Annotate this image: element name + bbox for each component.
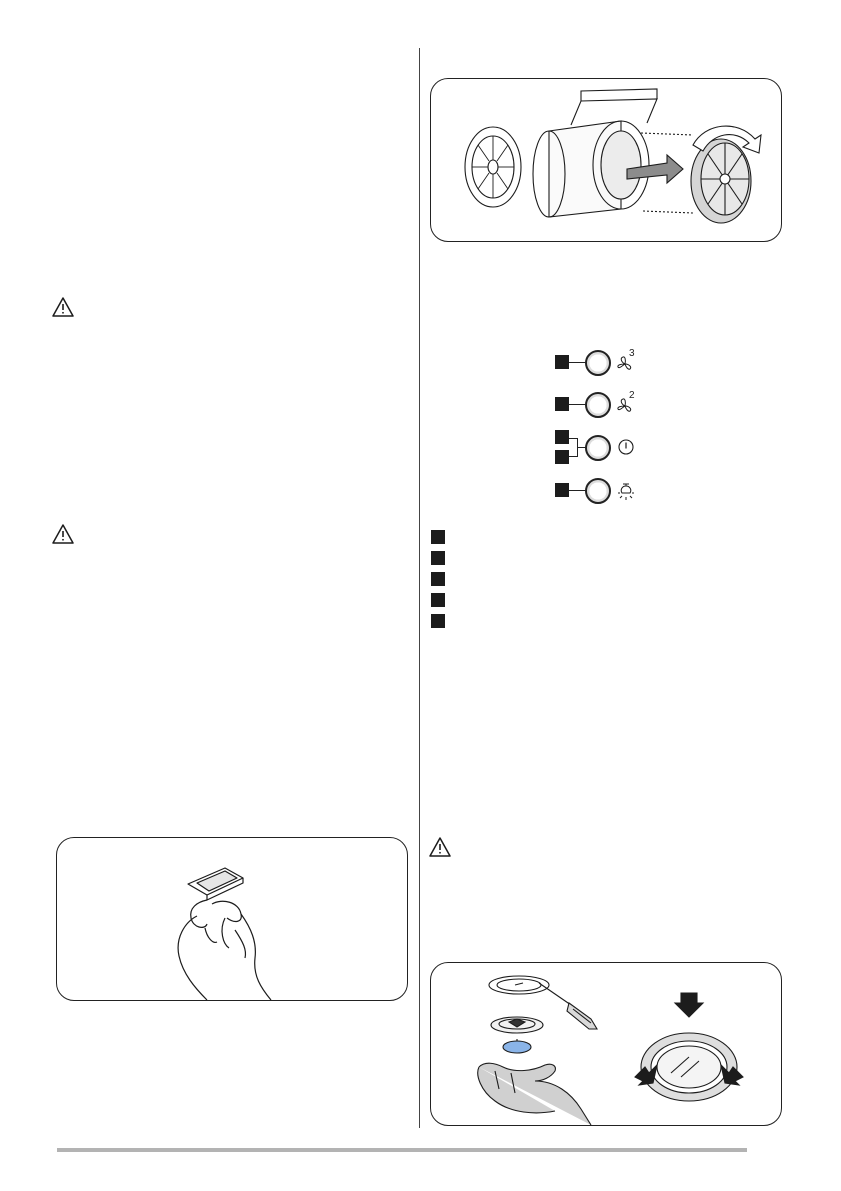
callout-leader <box>569 456 577 457</box>
power-button[interactable] <box>585 435 611 461</box>
legend-marker-1 <box>431 530 445 544</box>
warning-triangle-icon <box>429 837 451 857</box>
light-button[interactable] <box>585 478 611 504</box>
callout-leader <box>569 438 577 439</box>
callout-leader <box>569 362 586 363</box>
footer-rule <box>57 1148 747 1152</box>
lamp-replacement-figure-panel <box>430 962 782 1126</box>
callout-marker-5 <box>555 483 569 497</box>
fan-speed-2-icon <box>617 394 639 414</box>
hand-holding-filter-illustration <box>57 838 407 1000</box>
fan-speed-3-superscript: 3 <box>629 348 635 359</box>
legend-marker-5 <box>431 614 445 628</box>
warning-triangle-icon <box>52 297 74 317</box>
lamp-replacement-illustration <box>431 963 781 1125</box>
charcoal-filter-figure-panel <box>430 78 782 242</box>
fan-speed-3-button[interactable] <box>585 350 611 376</box>
warning-triangle-icon <box>52 524 74 544</box>
callout-leader <box>569 490 586 491</box>
callout-marker-4 <box>555 450 569 464</box>
fan-speed-2-superscript: 2 <box>629 390 635 401</box>
callout-marker-2 <box>555 397 569 411</box>
column-divider <box>419 48 420 1128</box>
callout-marker-3 <box>555 430 569 444</box>
legend-marker-4 <box>431 593 445 607</box>
callout-marker-1 <box>555 355 569 369</box>
power-icon <box>617 438 635 456</box>
legend-marker-3 <box>431 572 445 586</box>
fan-speed-3-icon <box>617 352 639 372</box>
charcoal-filter-illustration <box>431 79 781 241</box>
fan-speed-2-button[interactable] <box>585 392 611 418</box>
light-icon <box>615 479 637 501</box>
callout-leader <box>569 404 586 405</box>
grease-filter-figure-panel <box>56 837 408 1001</box>
legend-marker-2 <box>431 551 445 565</box>
